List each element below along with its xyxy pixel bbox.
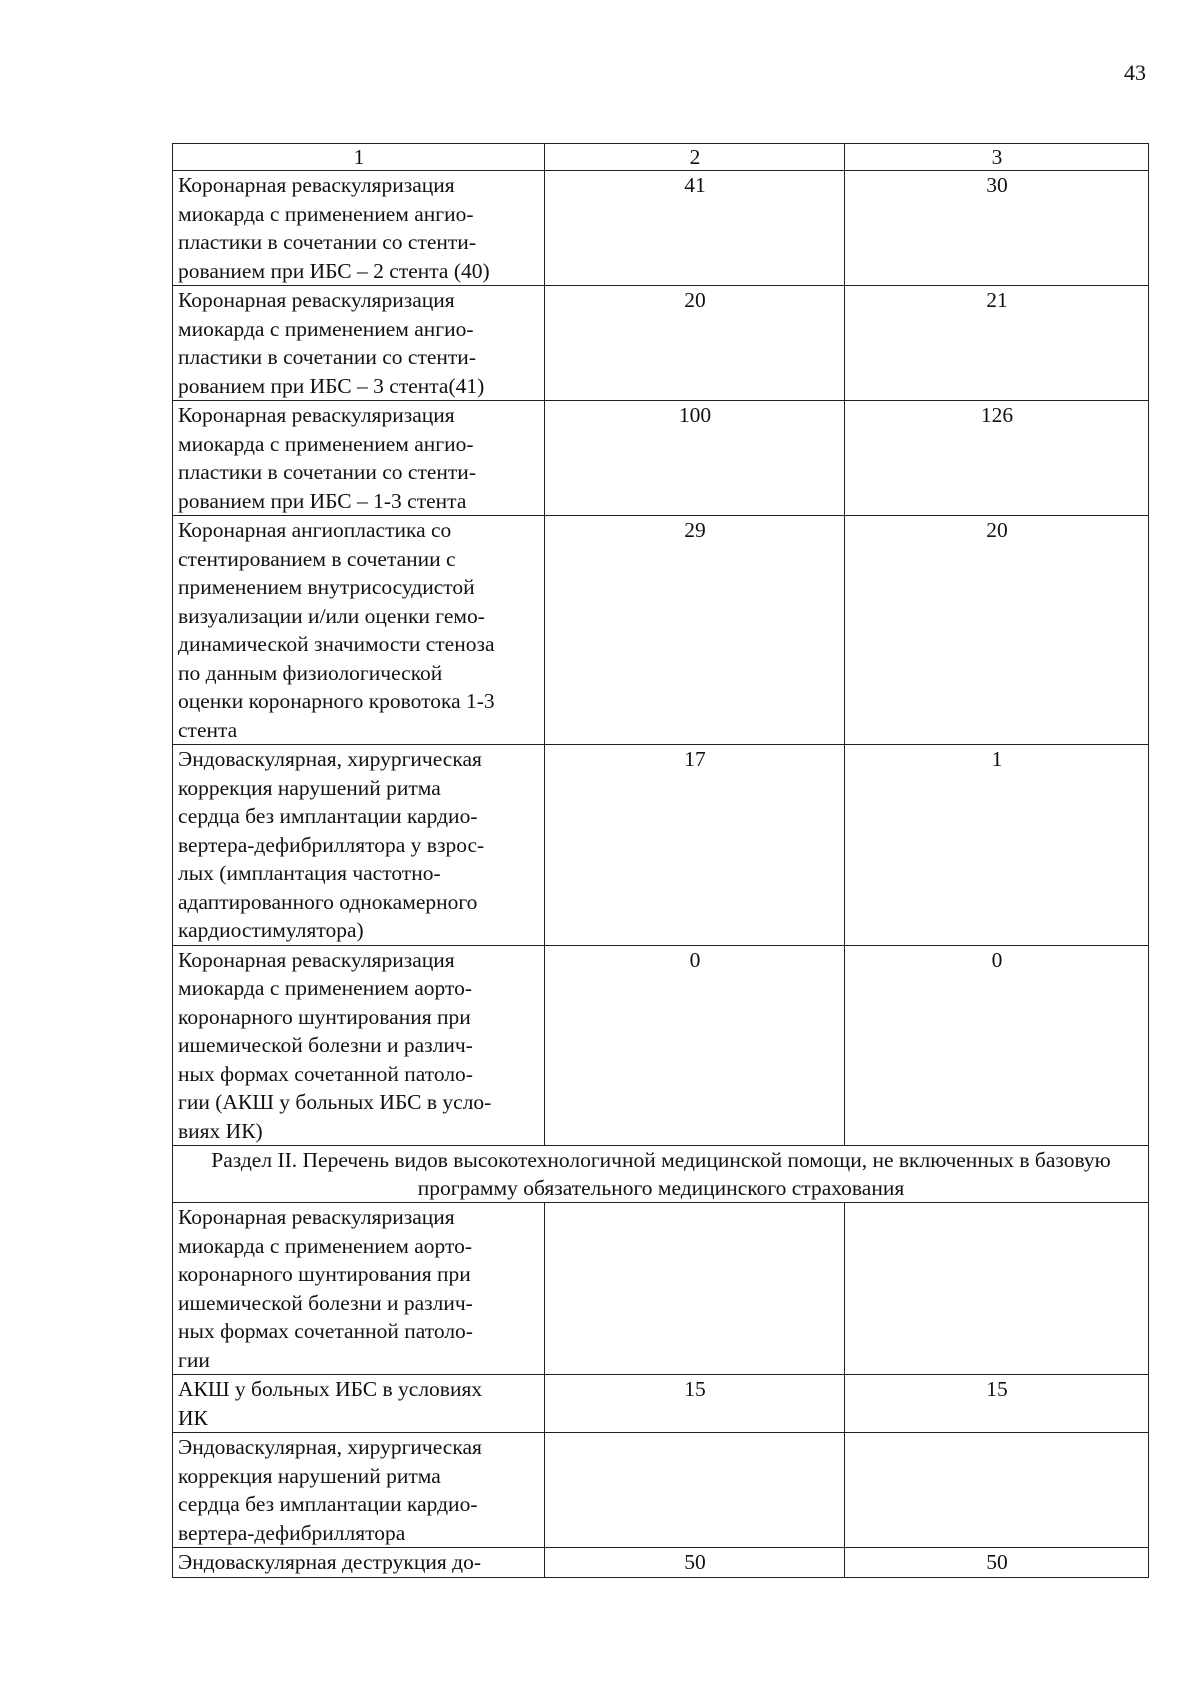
row-col3-value: 50 bbox=[845, 1548, 1149, 1578]
table-row bbox=[173, 171, 1149, 286]
row-col2-value bbox=[545, 1433, 845, 1548]
row-col3-value: 0 bbox=[845, 945, 1149, 1146]
table-header-row bbox=[173, 144, 1149, 171]
row-name: Коронарная реваскуляризация миокарда с применением ангио- пластики в сочетании со стенти- рованием при ИБС – 3 стента(41) bbox=[173, 286, 545, 401]
section-row bbox=[173, 1146, 1149, 1203]
row-col2-value: 50 bbox=[545, 1548, 845, 1578]
table-row bbox=[173, 745, 1149, 946]
row-name: Коронарная реваскуляризация миокарда с применением аорто- коронарного шунтирования при ишемической болезни и различ- ных формах сочетанной патоло- гии bbox=[173, 1203, 545, 1375]
row-col3-value: 21 bbox=[845, 286, 1149, 401]
row-col2-value: 17 bbox=[545, 745, 845, 946]
row-col2-value: 20 bbox=[545, 286, 845, 401]
row-col2-value: 15 bbox=[545, 1375, 845, 1433]
row-name: Эндоваскулярная, хирургическая коррекция нарушений ритма сердца без имплантации кардио- вертера-дефибриллятора bbox=[173, 1433, 545, 1548]
row-col3-value: 30 bbox=[845, 171, 1149, 286]
row-name: Коронарная реваскуляризация миокарда с применением ангио- пластики в сочетании со стенти- рованием при ИБС – 2 стента (40) bbox=[173, 171, 545, 286]
row-name: Коронарная реваскуляризация миокарда с применением ангио- пластики в сочетании со стенти- рованием при ИБС – 1-3 стента bbox=[173, 401, 545, 516]
row-name: Эндоваскулярная деструкция до- bbox=[173, 1548, 545, 1578]
row-col3-value: 1 bbox=[845, 745, 1149, 946]
table-row bbox=[173, 945, 1149, 1146]
page-number: 43 bbox=[1124, 60, 1146, 85]
row-col2-value bbox=[545, 1203, 845, 1375]
row-col2-value: 29 bbox=[545, 516, 845, 745]
table-row bbox=[173, 401, 1149, 516]
row-name: АКШ у больных ИБС в условиях ИК bbox=[173, 1375, 545, 1433]
row-col3-value bbox=[845, 1203, 1149, 1375]
row-col3-value: 20 bbox=[845, 516, 1149, 745]
table-row bbox=[173, 1433, 1149, 1548]
header-cell-1: 1 bbox=[173, 144, 545, 171]
table-row bbox=[173, 1548, 1149, 1578]
section-title: Раздел II. Перечень видов высокотехнологичной медицинской помощи, не включенных в базовую программу обязательного медицинского страхования bbox=[173, 1146, 1149, 1203]
row-col3-value: 126 bbox=[845, 401, 1149, 516]
row-name: Коронарная ангиопластика со стентированием в сочетании с применением внутрисосудистой визуализации и/или оценки гемо- динамической значимости стеноза по данным физиологической оценки коронарного кровотока 1-3 стента bbox=[173, 516, 545, 745]
table-row bbox=[173, 1203, 1149, 1375]
row-name: Коронарная реваскуляризация миокарда с применением аорто- коронарного шунтирования при ишемической болезни и различ- ных формах сочетанной патоло- гии (АКШ у больных ИБС в усло- виях ИК) bbox=[173, 945, 545, 1146]
table-row bbox=[173, 516, 1149, 745]
row-col2-value: 0 bbox=[545, 945, 845, 1146]
row-col2-value: 100 bbox=[545, 401, 845, 516]
row-col2-value: 41 bbox=[545, 171, 845, 286]
row-col3-value bbox=[845, 1433, 1149, 1548]
header-cell-3: 3 bbox=[845, 144, 1149, 171]
table-row bbox=[173, 286, 1149, 401]
header-cell-2: 2 bbox=[545, 144, 845, 171]
table-row bbox=[173, 1375, 1149, 1433]
row-name: Эндоваскулярная, хирургическая коррекция нарушений ритма сердца без имплантации кардио- вертера-дефибриллятора у взрос- лых (имплантация частотно- адаптированного однокамерного кардиостимулятора) bbox=[173, 745, 545, 946]
row-col3-value: 15 bbox=[845, 1375, 1149, 1433]
services-table bbox=[172, 143, 1149, 1578]
